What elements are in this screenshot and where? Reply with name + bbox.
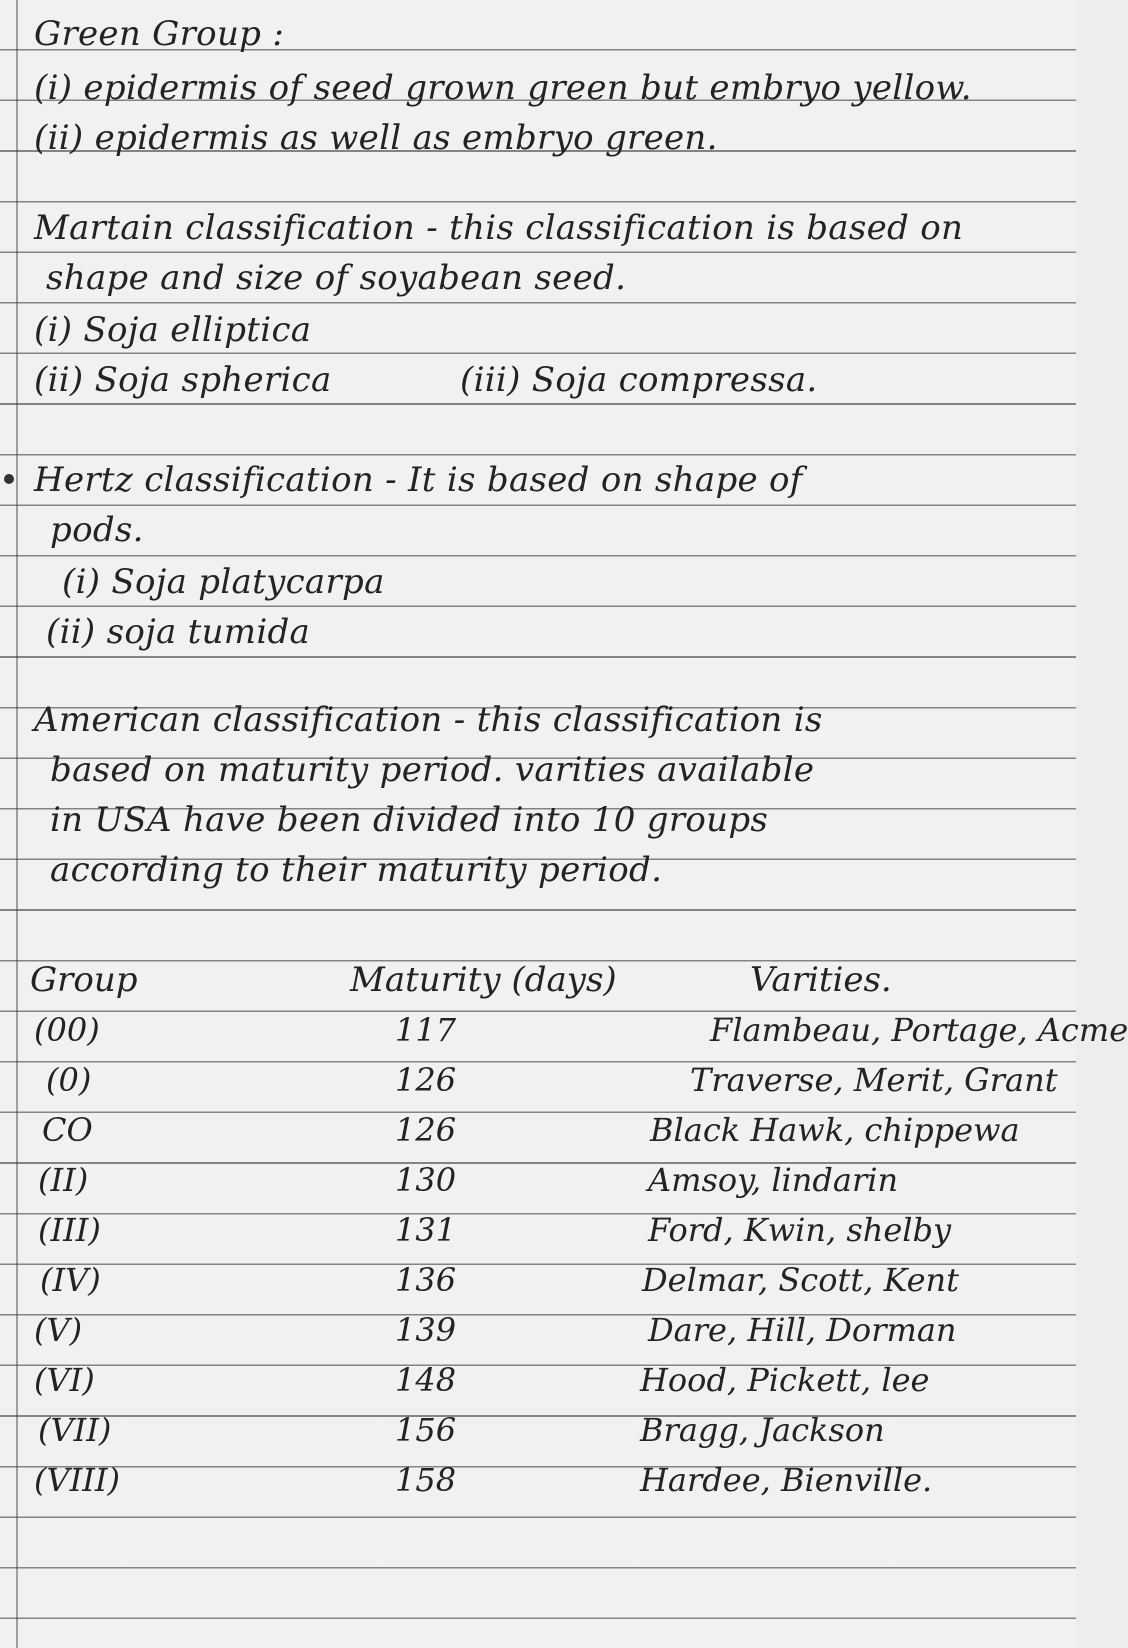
cell-maturity: 139 bbox=[395, 1311, 457, 1349]
cell-varieties: Bragg, Jackson bbox=[640, 1411, 885, 1449]
cell-maturity: 156 bbox=[395, 1411, 457, 1449]
header-varieties: Varities. bbox=[750, 960, 892, 1000]
martain-item-2: (ii) Soja spherica bbox=[34, 360, 332, 400]
hertz-item-2: (ii) soja tumida bbox=[46, 612, 311, 652]
cell-group: CO bbox=[42, 1111, 93, 1149]
american-line-1: American classification - this classification is bbox=[34, 700, 823, 740]
cell-group: (VI) bbox=[34, 1361, 95, 1399]
green-group-item-2: (ii) epidermis as well as embryo green. bbox=[34, 118, 718, 158]
martain-item-1: (i) Soja elliptica bbox=[34, 310, 312, 350]
cell-maturity: 148 bbox=[395, 1361, 457, 1399]
american-line-2: based on maturity period. varities available bbox=[50, 750, 815, 790]
cell-varieties: Traverse, Merit, Grant bbox=[690, 1061, 1058, 1099]
header-group: Group bbox=[30, 960, 138, 1000]
cell-varieties: Black Hawk, chippewa bbox=[650, 1111, 1020, 1149]
green-group-heading: Green Group : bbox=[34, 14, 285, 54]
green-group-item-1: (i) epidermis of seed grown green but embryo yellow. bbox=[34, 68, 972, 108]
martain-item-3: (iii) Soja compressa. bbox=[460, 360, 818, 400]
cell-group: (IV) bbox=[40, 1261, 101, 1299]
cell-varieties: Amsoy, lindarin bbox=[648, 1161, 899, 1199]
cell-varieties: Delmar, Scott, Kent bbox=[642, 1261, 959, 1299]
american-line-3: in USA have been divided into 10 groups bbox=[50, 800, 769, 840]
cell-group: (II) bbox=[38, 1161, 89, 1199]
cell-varieties: Hood, Pickett, lee bbox=[640, 1361, 930, 1399]
cell-group: (VII) bbox=[38, 1411, 112, 1449]
cell-varieties: Dare, Hill, Dorman bbox=[648, 1311, 957, 1349]
cell-group: (III) bbox=[38, 1211, 101, 1249]
hertz-line-2: pods. bbox=[50, 510, 144, 550]
cell-varieties: Flambeau, Portage, Acme bbox=[710, 1011, 1128, 1049]
cell-maturity: 126 bbox=[395, 1111, 457, 1149]
bullet-icon bbox=[4, 474, 14, 484]
cell-group: (00) bbox=[34, 1011, 100, 1049]
cell-maturity: 136 bbox=[395, 1261, 457, 1299]
hertz-item-1: (i) Soja platycarpa bbox=[62, 562, 385, 602]
american-line-4: according to their maturity period. bbox=[50, 850, 663, 890]
cell-varieties: Hardee, Bienville. bbox=[640, 1461, 933, 1499]
cell-maturity: 158 bbox=[395, 1461, 457, 1499]
header-maturity: Maturity (days) bbox=[350, 960, 617, 1000]
margin-line bbox=[16, 0, 18, 1648]
hertz-line-1: Hertz classification - It is based on shape of bbox=[34, 460, 803, 500]
cell-maturity: 130 bbox=[395, 1161, 457, 1199]
cell-group: (0) bbox=[46, 1061, 92, 1099]
cell-varieties: Ford, Kwin, shelby bbox=[648, 1211, 952, 1249]
martain-line-2: shape and size of soyabean seed. bbox=[46, 258, 627, 298]
cell-maturity: 126 bbox=[395, 1061, 457, 1099]
martain-line-1: Martain classification - this classification is based on bbox=[34, 208, 964, 248]
cell-group: (VIII) bbox=[34, 1461, 120, 1499]
cell-group: (V) bbox=[34, 1311, 83, 1349]
cell-maturity: 131 bbox=[395, 1211, 457, 1249]
cell-maturity: 117 bbox=[395, 1011, 457, 1049]
